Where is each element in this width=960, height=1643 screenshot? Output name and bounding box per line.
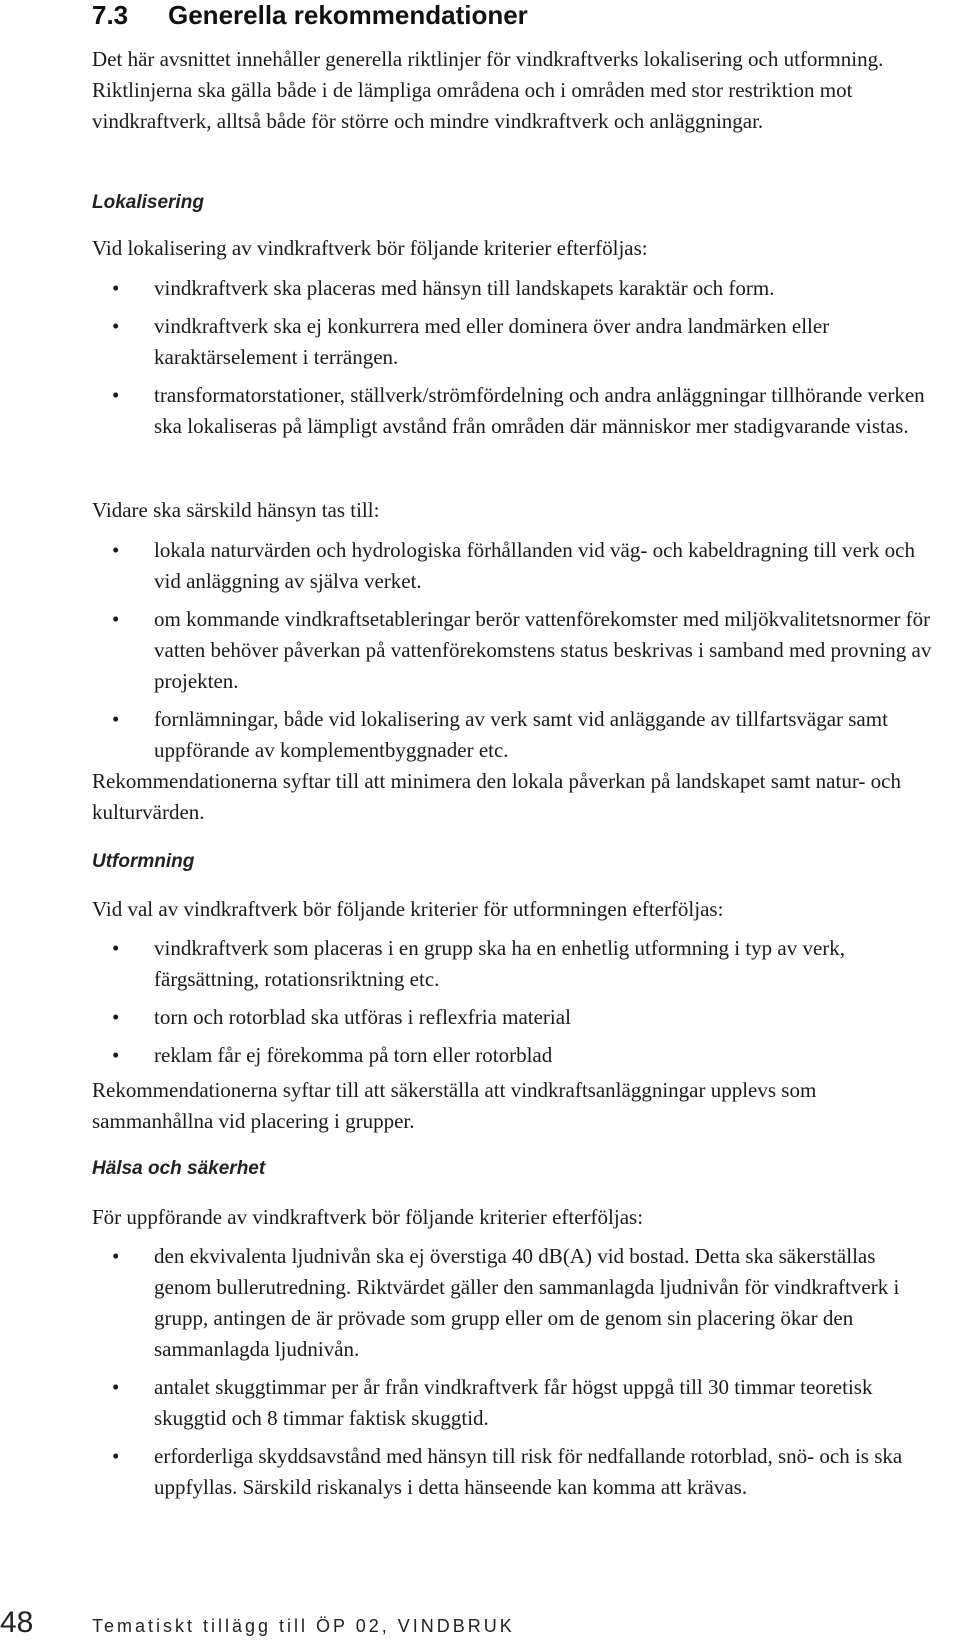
- utformning-summary: Rekommendationerna syftar till att säkerställa att vindkraftsanläggningar upplevs som sammanhållna vid placering i grupper.: [92, 1078, 817, 1133]
- lokalisering-list: [92, 273, 932, 449]
- list-item: • antalet skuggtimmar per år från vindkraftverk får högst uppgå till 30 timmar teoretisk skuggtid och 8 timmar faktisk skuggtid.: [92, 1372, 932, 1434]
- list-item: • om kommande vindkraftsetableringar berör vattenförekomster med miljökvalitetsnormer för vatten behöver påverkan på vattenförekomstens status beskrivas i samband med provning av projekten.: [92, 604, 932, 697]
- list-item: • torn och rotorblad ska utföras i reflexfria material: [92, 1002, 932, 1033]
- list-item: • erforderliga skyddsavstånd med hänsyn till risk för nedfallande rotorblad, snö- och is ska uppfyllas. Särskild riskanalys i detta hänseende kan komma att krävas.: [92, 1441, 932, 1503]
- intro-paragraph: Det här avsnittet innehåller generella riktlinjer för vindkraftverks lokalisering och utformning. Riktlinjerna ska gälla både i de lämpliga områdena och i områden med stor restriktion mot vindkraftverk, alltså både för större och mindre vindkraftverk och anläggningar.: [92, 47, 884, 133]
- list-item: • transformatorstationer, ställverk/strömfördelning och andra anläggningar tillhörande verken ska lokaliseras på lämpligt avstånd från områden där människor mer stadigvarande vistas.: [92, 380, 932, 442]
- lokalisering-summary: Rekommendationerna syftar till att minimera den lokala påverkan på landskapet samt natur- och kulturvärden.: [92, 769, 901, 824]
- lokalisering-lead: Vid lokalisering av vindkraftverk bör följande kriterier efterföljas:: [92, 236, 648, 260]
- lokalisering-lead2: Vidare ska särskild hänsyn tas till:: [92, 498, 380, 522]
- subheading-utformning: Utformning: [92, 851, 195, 872]
- subheading-halsa: Hälsa och säkerhet: [92, 1158, 266, 1179]
- hansyn-list: [92, 535, 932, 773]
- subheading-lokalisering: Lokalisering: [92, 192, 204, 213]
- list-item: • vindkraftverk ska ej konkurrera med eller dominera över andra landmärken eller karaktärselement i terrängen.: [92, 311, 932, 373]
- list-item: • vindkraftverk som placeras i en grupp ska ha en enhetlig utformning i typ av verk, färgsättning, rotationsriktning etc.: [92, 933, 932, 995]
- page-number: 48: [0, 1606, 34, 1639]
- utformning-list: [92, 933, 932, 1078]
- list-item: • fornlämningar, både vid lokalisering av verk samt vid anläggande av tillfartsvägar samt uppförande av komplementbyggnader etc.: [92, 704, 932, 766]
- running-footer-title: Tematiskt tillägg till ÖP 02, VINDBRUK: [92, 1616, 515, 1636]
- utformning-lead: Vid val av vindkraftverk bör följande kriterier för utformningen efterföljas:: [92, 897, 724, 921]
- list-item: • den ekvivalenta ljudnivån ska ej överstiga 40 dB(A) vid bostad. Detta ska säkerställas genom bullerutredning. Riktvärdet gäller den sammanlagda ljudnivån för vindkraftverk i grupp, antingen de är prövade som grupp eller om de genom sin placering ökar den sammanlagda ljudnivån.: [92, 1241, 932, 1365]
- halsa-lead: För uppförande av vindkraftverk bör följande kriterier efterföljas:: [92, 1205, 644, 1229]
- list-item: • vindkraftverk ska placeras med hänsyn till landskapets karaktär och form.: [92, 273, 932, 304]
- section-heading: [92, 0, 528, 30]
- list-item: • lokala naturvärden och hydrologiska förhållanden vid väg- och kabeldragning till verk och vid anläggning av själva verket.: [92, 535, 932, 597]
- section-number: 7.3: [92, 0, 129, 30]
- halsa-list: [92, 1241, 932, 1510]
- list-item: • reklam får ej förekomma på torn eller rotorblad: [92, 1040, 932, 1071]
- section-title: Generella rekommendationer: [168, 0, 528, 30]
